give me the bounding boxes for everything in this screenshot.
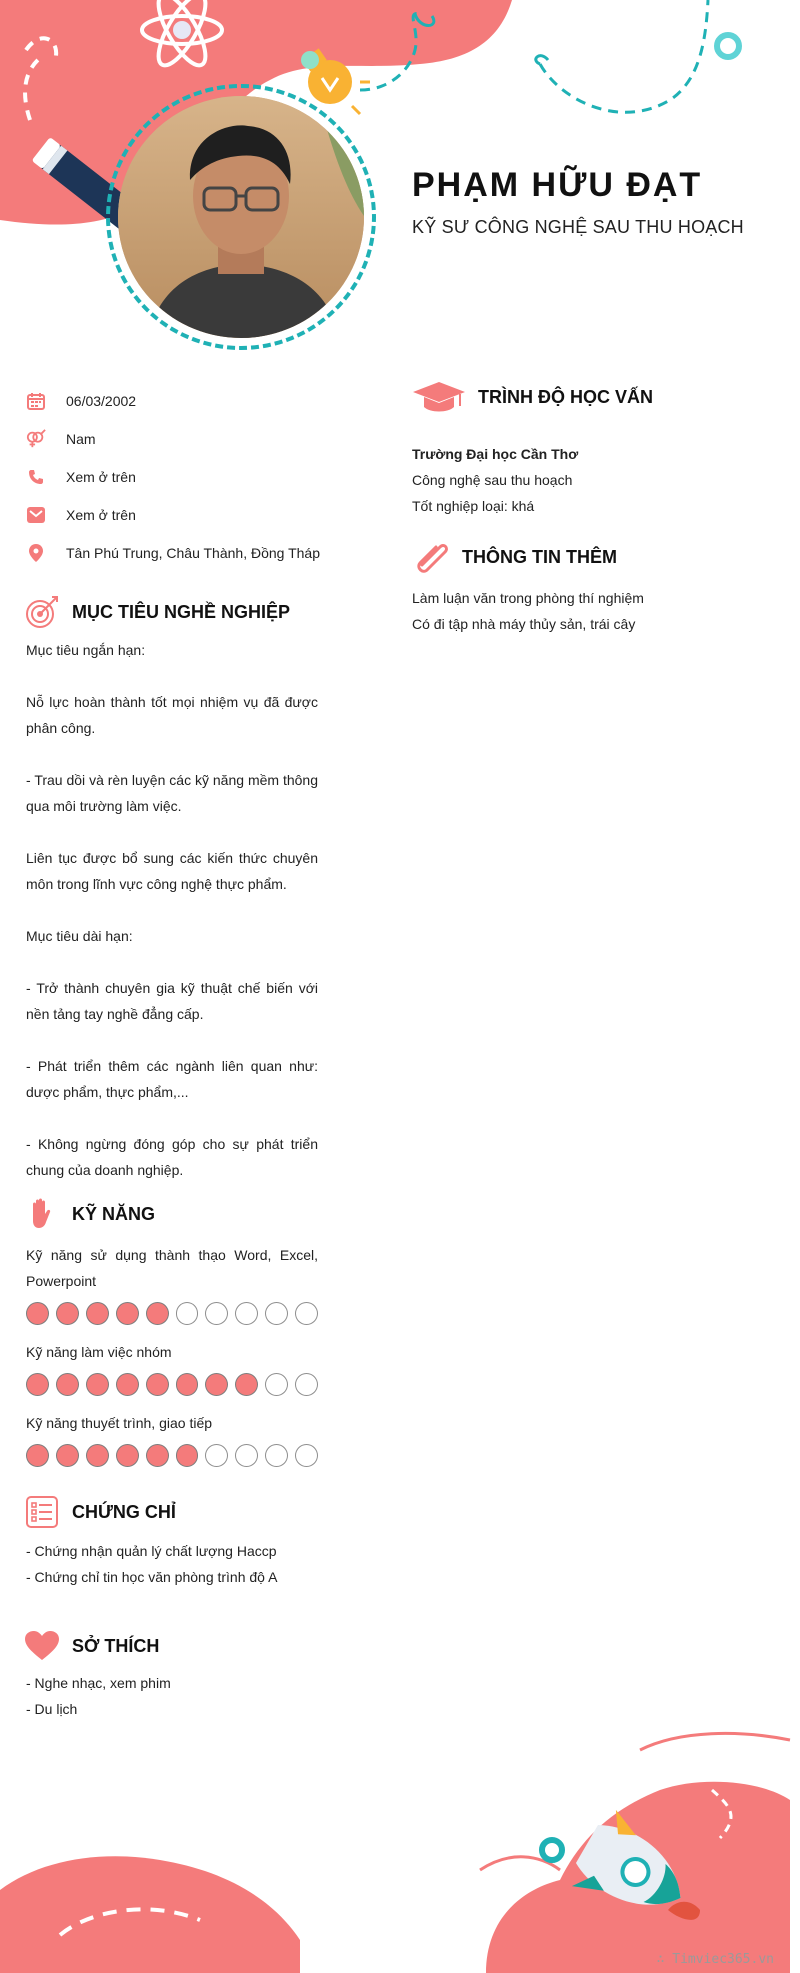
section-title: SỞ THÍCH	[72, 1635, 160, 1656]
rating-dot-empty	[176, 1302, 199, 1325]
skill-item	[26, 1242, 318, 1325]
objective-heading	[22, 592, 290, 632]
rating-dot-filled	[116, 1373, 139, 1396]
rating-dot-filled	[116, 1444, 139, 1467]
rating-dot-empty	[205, 1302, 228, 1325]
skill-name: Kỹ năng sử dụng thành thạo Word, Excel, Powerpoint	[26, 1247, 318, 1289]
education-heading	[412, 377, 653, 417]
section-title: KỸ NĂNG	[72, 1203, 156, 1224]
candidate-name: PHẠM HỮU ĐẠT	[412, 166, 703, 204]
objective-line	[26, 897, 318, 923]
rating-dot-filled	[116, 1302, 139, 1325]
hobbies-heading	[22, 1626, 159, 1666]
contact-birthday	[26, 382, 346, 420]
rating-dot-empty	[235, 1444, 258, 1467]
heart-icon	[22, 1626, 62, 1666]
section-title: THÔNG TIN THÊM	[462, 546, 617, 567]
certificate-line: - Chứng chỉ tin học văn phòng trình độ A	[26, 1569, 278, 1585]
location-pin-icon	[26, 543, 46, 563]
avatar	[106, 84, 376, 350]
skill-rating	[26, 1373, 318, 1396]
rating-dot-filled	[146, 1373, 169, 1396]
rating-dot-empty	[295, 1302, 318, 1325]
bottom-decoration	[0, 1720, 800, 1973]
extra-line: Làm luận văn trong phòng thí nghiệm	[412, 590, 644, 606]
skill-name: Kỹ năng thuyết trình, giao tiếp	[26, 1415, 213, 1431]
phone-icon	[26, 467, 46, 487]
objective-line: Mục tiêu ngắn hạn:	[26, 642, 146, 658]
skill-name: Kỹ năng làm việc nhóm	[26, 1344, 172, 1360]
contact-text: Nam	[66, 431, 96, 447]
education-text	[412, 441, 772, 519]
avatar-photo	[118, 96, 364, 338]
watermark: ∴ Timviec365.vn	[656, 1952, 774, 1967]
rating-dot-filled	[176, 1373, 199, 1396]
education-line: Công nghệ sau thu hoạch	[412, 472, 573, 488]
hobby-line: - Nghe nhạc, xem phim	[26, 1675, 171, 1691]
extra-info-heading	[412, 537, 617, 577]
certificate-line: - Chứng nhận quản lý chất lượng Haccp	[26, 1543, 277, 1559]
rating-dot-filled	[146, 1302, 169, 1325]
objective-line: Liên tục được bổ sung các kiến thức chuyên môn trong lĩnh vực công nghệ thực phẩm.	[26, 850, 318, 892]
skill-rating	[26, 1444, 318, 1467]
rating-dot-filled	[86, 1444, 109, 1467]
target-icon	[22, 592, 62, 632]
hobby-line: - Du lịch	[26, 1701, 78, 1717]
contact-address	[26, 534, 346, 572]
objective-line: - Trở thành chuyên gia kỹ thuật chế biến với nền tảng tay nghề đẳng cấp.	[26, 980, 318, 1022]
skills-heading	[22, 1194, 155, 1234]
rating-dot-empty	[295, 1373, 318, 1396]
contact-gender	[26, 420, 346, 458]
section-title: CHỨNG CHỈ	[72, 1501, 176, 1522]
skill-item	[26, 1339, 318, 1396]
objective-line: Mục tiêu dài hạn:	[26, 928, 133, 944]
rating-dot-empty	[205, 1444, 228, 1467]
hobbies-text	[26, 1670, 326, 1722]
rating-dot-empty	[265, 1444, 288, 1467]
rating-dot-filled	[56, 1444, 79, 1467]
certificates-text	[26, 1538, 326, 1590]
rating-dot-empty	[235, 1302, 258, 1325]
skills-list	[26, 1242, 318, 1481]
paperclip-icon	[412, 537, 452, 577]
certificates-heading	[22, 1492, 176, 1532]
extra-line: Có đi tập nhà máy thủy sản, trái cây	[412, 616, 636, 632]
education-line: Tốt nghiệp loại: khá	[412, 498, 535, 514]
calendar-icon	[26, 391, 46, 411]
skill-rating	[26, 1302, 318, 1325]
rating-dot-filled	[235, 1373, 258, 1396]
contact-text: 06/03/2002	[66, 393, 137, 409]
objective-line	[26, 1027, 318, 1053]
section-title: MỤC TIÊU NGHỀ NGHIỆP	[72, 601, 291, 622]
objective-line: Nỗ lực hoàn thành tốt mọi nhiệm vụ đã được phân công.	[26, 694, 318, 736]
checklist-icon	[22, 1492, 62, 1532]
rating-dot-filled	[26, 1373, 49, 1396]
contact-text: Xem ở trên	[66, 469, 136, 485]
rating-dot-empty	[265, 1302, 288, 1325]
section-title: TRÌNH ĐỘ HỌC VẤN	[478, 386, 653, 407]
skill-item	[26, 1410, 318, 1467]
rating-dot-filled	[146, 1444, 169, 1467]
rating-dot-empty	[265, 1373, 288, 1396]
hand-icon	[22, 1194, 62, 1234]
contact-phone	[26, 458, 346, 496]
objective-line	[26, 741, 318, 767]
rating-dot-empty	[295, 1444, 318, 1467]
school-name: Trường Đại học Cần Thơ	[412, 446, 579, 462]
objective-line: - Không ngừng đóng góp cho sự phát triển chung của doanh nghiệp.	[26, 1136, 318, 1178]
contact-text: Tân Phú Trung, Châu Thành, Đồng Tháp	[66, 545, 320, 561]
rating-dot-filled	[205, 1373, 228, 1396]
objective-line: - Phát triển thêm các ngành liên quan như: dược phẩm, thực phẩm,...	[26, 1058, 318, 1100]
objective-line	[26, 819, 318, 845]
rating-dot-filled	[26, 1444, 49, 1467]
objective-line	[26, 949, 318, 975]
email-icon	[26, 505, 46, 525]
rating-dot-filled	[86, 1302, 109, 1325]
contact-text: Xem ở trên	[66, 507, 136, 523]
job-title: KỸ SƯ CÔNG NGHỆ SAU THU HOẠCH	[412, 217, 744, 237]
rating-dot-filled	[26, 1302, 49, 1325]
objective-line: - Trau dồi và rèn luyện các kỹ năng mềm thông qua môi trường làm việc.	[26, 772, 318, 814]
gender-icon	[26, 429, 46, 449]
rating-dot-filled	[56, 1373, 79, 1396]
objective-line	[26, 663, 318, 689]
contact-email	[26, 496, 346, 534]
graduation-cap-icon	[412, 377, 466, 417]
rating-dot-filled	[86, 1373, 109, 1396]
objective-text	[26, 637, 318, 1183]
rating-dot-filled	[176, 1444, 199, 1467]
objective-line	[26, 1105, 318, 1131]
contact-list	[26, 382, 346, 572]
rating-dot-filled	[56, 1302, 79, 1325]
extra-info-text	[412, 585, 772, 637]
